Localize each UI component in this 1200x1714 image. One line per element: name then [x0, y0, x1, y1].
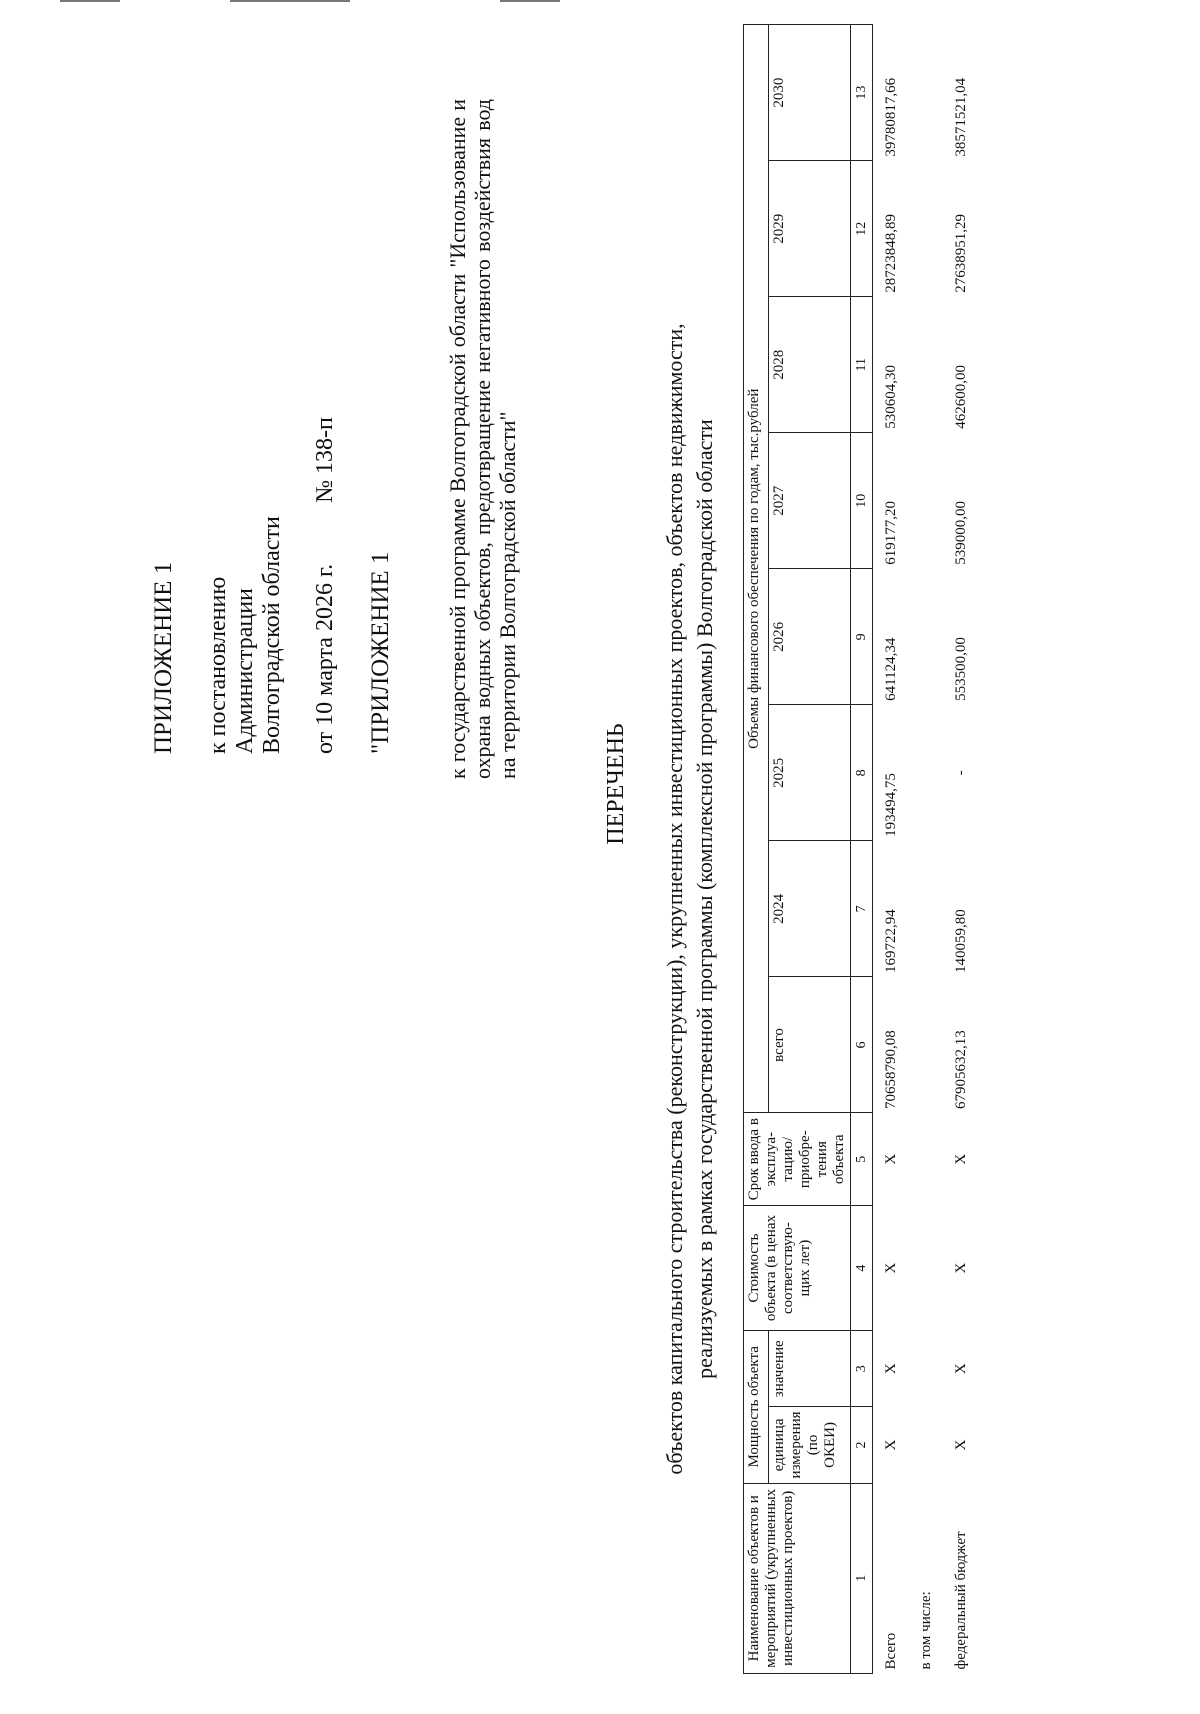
- table-cell: X: [953, 1153, 969, 1165]
- table-cell: 553500,00: [953, 637, 969, 701]
- column-number: 5: [851, 1113, 873, 1206]
- table-cell: 530604,30: [883, 365, 899, 429]
- header-year: 2028: [768, 297, 850, 433]
- column-number: 9: [851, 569, 873, 705]
- table-cell: 67905632,13: [953, 1030, 969, 1109]
- header-value: значение: [768, 1331, 850, 1407]
- table-cell: 38571521,04: [953, 77, 969, 157]
- document-subtitle: [660, 174, 720, 1624]
- header-cost: Стоимость объекта (в ценах соответствую-щих лет): [744, 1205, 851, 1330]
- financing-table: [743, 24, 978, 1674]
- program-reference: к государственной программе Волгоградской области "Использование и охрана водных объектов, предотвращение негативного воздействия вод на территории Волгоградской области": [445, 99, 520, 779]
- table-cell: 462600,00: [953, 365, 969, 429]
- table-cell: X: [953, 1363, 969, 1375]
- table-cell: X: [953, 1262, 969, 1274]
- header-year: 2026: [768, 569, 850, 705]
- row-name: в том числе:: [918, 1591, 934, 1670]
- table-cell: 619177,20: [883, 501, 899, 565]
- table-cell: X: [883, 1439, 899, 1451]
- table-header-row-1: [744, 25, 769, 1674]
- table-cell: 27638951,29: [953, 213, 969, 293]
- column-number: 6: [851, 977, 873, 1113]
- table-row-including: [908, 25, 943, 1674]
- table-cell: X: [883, 1153, 899, 1165]
- region-text: Волгоградской области: [259, 516, 285, 754]
- column-number: 4: [851, 1205, 873, 1330]
- column-number: 1: [851, 1483, 873, 1673]
- header-year: 2027: [768, 433, 850, 569]
- table-cell: 28723848,89: [883, 213, 899, 293]
- header-name: Наименование объектов и мероприятий (укрупненных инвестиционных проектов): [744, 1483, 851, 1673]
- to-resolution-text: к постановлению: [205, 576, 231, 754]
- subtitle-line-1: объектов капитального строительства (реконструкции), укрупненных инвестиционных проектов, объектов недвижимости,: [662, 323, 687, 1475]
- header-year: 2025: [768, 705, 850, 841]
- table-cell: -: [953, 770, 969, 776]
- column-number: 8: [851, 705, 873, 841]
- column-number: 7: [851, 841, 873, 977]
- table-cell: X: [883, 1363, 899, 1375]
- subtitle-line-2: реализуемых в рамках государственной программы (комплексной программы) Волгоградской области: [692, 419, 717, 1379]
- resolution-number: № 138-п: [312, 417, 338, 503]
- header-year: 2029: [768, 161, 850, 297]
- table-header-row-2: [768, 25, 850, 1674]
- column-number: 3: [851, 1331, 873, 1407]
- column-number: 10: [851, 433, 873, 569]
- table-cell: 193494,75: [883, 773, 899, 837]
- header-unit: единица измерения (по ОКЕИ): [768, 1407, 850, 1483]
- resolution-date-line: [312, 54, 339, 754]
- table-cell: X: [883, 1262, 899, 1274]
- header-total: всего: [768, 977, 850, 1113]
- appendix-title: ПРИЛОЖЕНИЕ 1: [150, 561, 177, 754]
- table-cell: 39780817,66: [883, 77, 899, 157]
- table-cell: 539000,00: [953, 501, 969, 565]
- header-volumes: Объемы финансового обеспечения по годам, тыс.рублей: [744, 25, 769, 1113]
- column-number: 11: [851, 297, 873, 433]
- column-number-row: [851, 25, 873, 1674]
- resolution-date: от 10 марта 2026 г.: [312, 563, 338, 754]
- column-number: 13: [851, 25, 873, 161]
- table-cell: X: [953, 1439, 969, 1451]
- document-heading: ПЕРЕЧЕНЬ: [603, 723, 629, 845]
- column-number: 2: [851, 1407, 873, 1483]
- appendix-header: [150, 54, 418, 754]
- table-cell: 70658790,08: [883, 1030, 899, 1109]
- table-row-federal: [943, 25, 978, 1674]
- header-term: Срок ввода в эксплуа-тацию/ приобре-тения объекта: [744, 1113, 851, 1206]
- row-name: федеральный бюджет: [953, 1531, 969, 1670]
- table-cell: 641124,34: [883, 637, 899, 701]
- header-year: 2024: [768, 841, 850, 977]
- row-name: Всего: [883, 1632, 899, 1670]
- table-cell-empty: [908, 25, 943, 1484]
- administration-text: Администрации: [232, 588, 258, 754]
- table-cell: 169722,94: [883, 909, 899, 973]
- column-number: 12: [851, 161, 873, 297]
- table-cell: 140059,80: [953, 909, 969, 973]
- header-capacity: Мощность объекта: [744, 1331, 769, 1483]
- appendix-title-quoted: "ПРИЛОЖЕНИЕ 1: [367, 551, 394, 754]
- header-year: 2030: [768, 25, 850, 161]
- table-row-total: [873, 25, 909, 1674]
